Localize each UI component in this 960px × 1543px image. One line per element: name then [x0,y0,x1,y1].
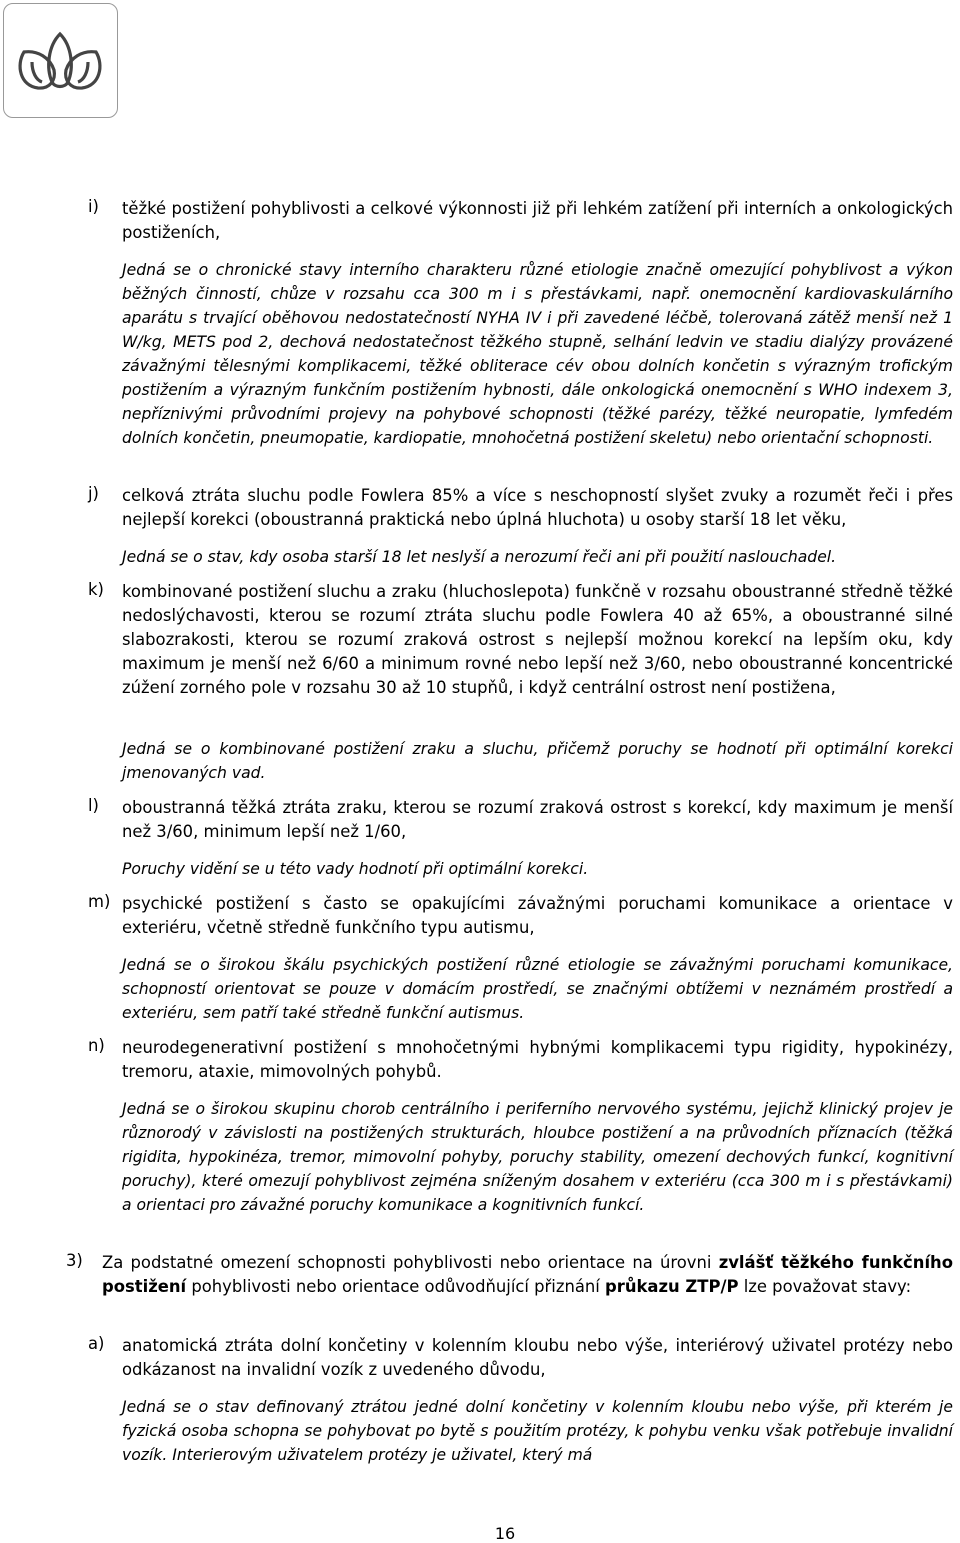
item-text: celková ztráta sluchu podle Fowlera 85% a více s neschopností slyšet zvuky a rozumět řeči i přes nejlepší korekci (oboustranná praktická nebo úplná hluchota) u osoby starší 18 let věku, [122,486,953,529]
item-label: a) [88,1334,105,1353]
item-note: Jedná se o kombinované postižení zraku a sluchu, přičemž poruchy se hodnotí při optimální korekci jmenovaných vad. [122,740,953,782]
item-text: neurodegenerativní postižení s mnohočetnými hybnými komplikacemi typu rigidity, hypokinézy, tremoru, ataxie, mimovolných pohybů. [122,1038,953,1081]
section-bold-text: průkazu ZTP/P [605,1277,739,1296]
page-number: 16 [494,1524,516,1543]
item-label: j) [88,484,99,503]
item-text: anatomická ztráta dolní končetiny v kolenním kloubu nebo výše, interiérový uživatel protézy nebo odkázanost na invalidní vozík z uvedeného důvodu, [122,1336,953,1379]
section-label: 3) [66,1251,83,1270]
item-label: i) [88,197,99,216]
section-text [102,1251,953,1299]
section-bold-text: zvlášť těžkého funkčního postižení [102,1253,953,1296]
item-text: kombinované postižení sluchu a zraku (hluchoslepota) funkčně v rozsahu oboustranné středně těžké nedoslýchavosti, kterou se rozumí ztráta sluchu podle Fowlera 40 až 65%, a oboustranné silné slabozrakosti, kterou se rozumí zraková ostrost s nejlepší možnou korekcí na lepším oku, kdy maximum je menší než 6/60 a minimum rovné nebo lepší než 3/60, nebo oboustranné koncentrické zúžení zorného pole v rozsahu 30 až 10 stupňů, i když centrální ostrost není postižena, [122,582,953,697]
item-label: m) [88,892,111,911]
item-text: psychické postižení s často se opakujícími závažnými poruchami komunikace a orientace v exteriéru, včetně středně funkčního typu autismu, [122,894,953,937]
section-text-part: pohyblivosti nebo orientace odůvodňující přiznání [186,1277,606,1296]
lotus-logo-icon [10,10,110,110]
item-note: Jedná se o stav definovaný ztrátou jedné dolní končetiny v kolenním kloubu nebo výše, při kterém je fyzická osoba schopna se pohybovat po bytě s použitím protézy, k pohybu venku však potřebuje invalidní vozík. Interierovým uživatelem protézy je uživatel, který má [122,1398,953,1464]
item-label: n) [88,1036,105,1055]
section-text-part: lze považovat stavy: [738,1277,912,1296]
item-note: Poruchy vidění se u této vady hodnotí při optimální korekci. [122,860,589,878]
item-label: l) [88,796,99,815]
item-text: těžké postižení pohyblivosti a celkové výkonnosti již při lehkém zatížení při interních a onkologických postiženích, [122,199,953,242]
item-note: Jedná se o širokou skupinu chorob centrálního i periferního nervového systému, jejichž klinický projev je různorodý v závislosti na postižených strukturách, hloubce postižení a na průvodních příznacích (těžká rigidita, hypokinéza, tremor, mimovolní pohyby, poruchy stability, omezení dechových funkcí, kognitivní poruchy), které omezují pohyblivost zejména sníženým dosahem v exteriéru (cca 300 m i s přestávkami) a orientaci pro závažné poruchy komunikace a kognitivních funkcí. [122,1100,953,1214]
item-note: Jedná se o stav, kdy osoba starší 18 let neslyší a nerozumí řeči ani při použití naslouchadel. [122,548,837,566]
section-text-part: Za podstatné omezení schopnosti pohyblivosti nebo orientace na úrovni [102,1253,719,1272]
item-label: k) [88,580,104,599]
item-note: Jedná se o širokou škálu psychických postižení různé etiologie se závažnými poruchami komunikace, schopností orientovat se pouze v domácím prostředí, se značnými obtížemi v neznámém prostředí a exteriéru, sem patří také středně funkční autismus. [122,956,953,1022]
item-text: oboustranná těžká ztráta zraku, kterou se rozumí zraková ostrost s korekcí, kdy maximum je menší než 3/60, minimum lepší než 1/60, [122,798,953,841]
item-note: Jedná se o chronické stavy interního charakteru různé etiologie značně omezující pohyblivost a výkon běžných činností, chůze v rozsahu cca 300 m i s přestávkami, např. onemocnění kardiovaskulárního aparátu s trvající oběhovou nedostatečností NYHA IV i při zavedené léčbě, tolerovaná zátěž menší než 1 W/kg, METS pod 2, dechová nedostatečnost těžkého stupně, selhání ledvin ve stadiu dialýzy provázené závažnými tělesnými komplikacemi, těžké obliterace cév obou dolních končetin s výrazným trofickým postižením a výrazným funkčním postižením hybnosti, dále onkologická onemocnění s WHO indexem 3, nepříznivými průvodními projevy na pohybové schopnosti (těžké parézy, těžké neuropatie, lymfedém dolních končetin, pneumopatie, kardiopatie, mnohočetná postižení skeletu) nebo orientační schopnosti. [122,261,953,447]
logo [3,3,118,118]
